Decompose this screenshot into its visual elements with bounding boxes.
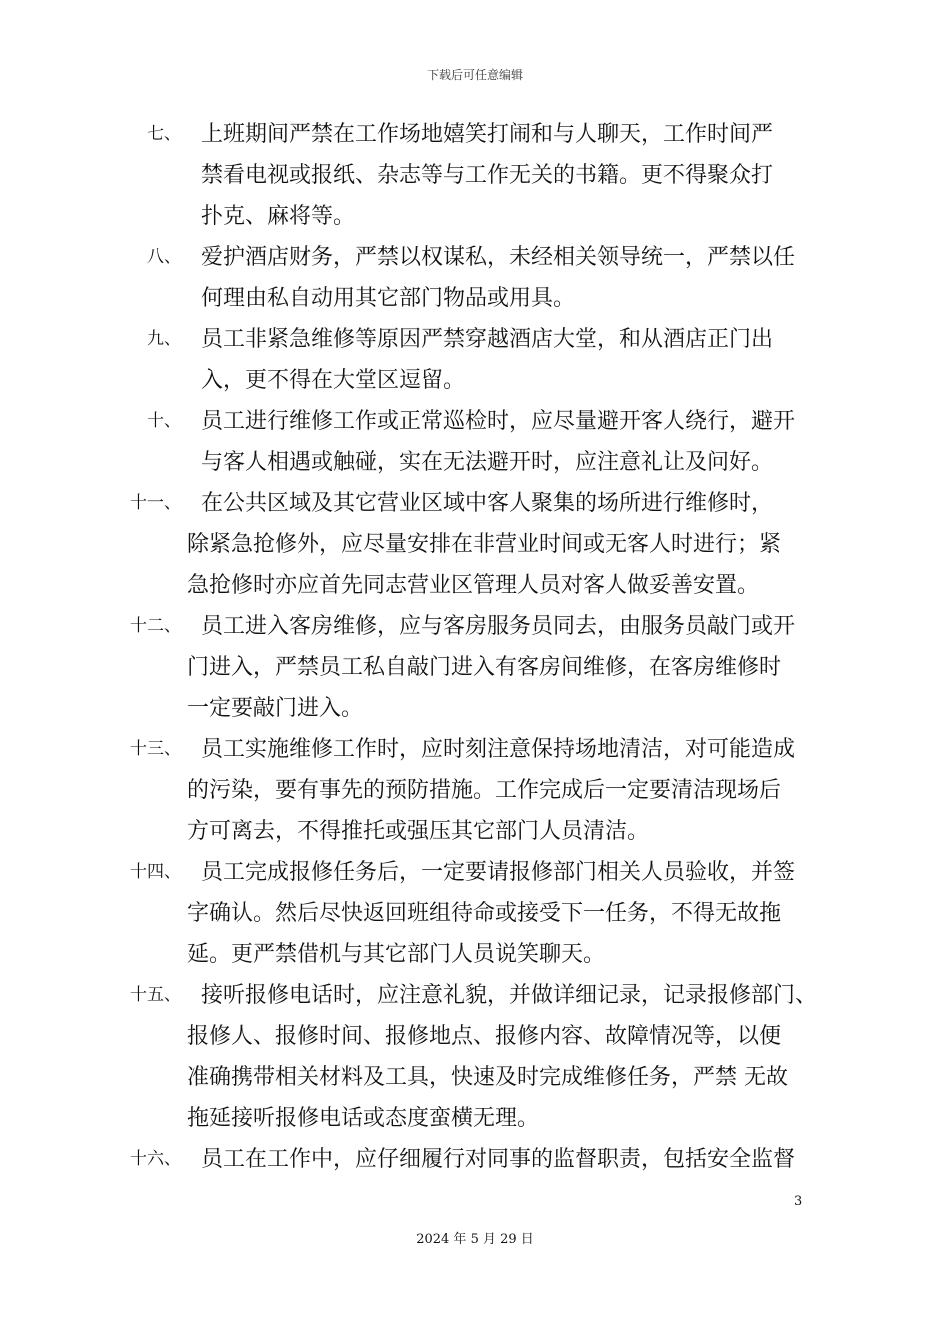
rule-text-line: 报修人、报修时间、报修地点、报修内容、故障情况等，以便 xyxy=(187,1024,782,1049)
rule-item xyxy=(0,1139,950,1180)
rule-text-line: 扑克、麻将等。 xyxy=(201,204,356,229)
footer-date: 2024 年 5 月 29 日 xyxy=(416,1232,534,1247)
rule-text-line: 方可离去，不得推托或强压其它部门人员清洁。 xyxy=(187,819,650,844)
rule-text-line: 禁看电视或报纸、杂志等与工作无关的书籍。更不得聚众打 xyxy=(201,163,774,188)
rule-text-line: 除紧急抢修外，应尽量安排在非营业时间或无客人时进行；紧 xyxy=(187,532,782,557)
rule-item xyxy=(0,975,950,1139)
rule-number: 十五、 xyxy=(130,985,181,1005)
rule-text xyxy=(0,114,950,237)
rule-number: 八、 xyxy=(147,247,181,267)
rule-text-line: 延。更严禁借机与其它部门人员说笑聊天。 xyxy=(187,942,606,967)
rule-number: 十三、 xyxy=(130,739,181,759)
rule-item xyxy=(0,729,950,852)
rule-text-line: 何理由私自动用其它部门物品或用具。 xyxy=(201,286,576,311)
rule-text-line: 上班期间严禁在工作场地嬉笑打闹和与人聊天，工作时间严 xyxy=(201,122,774,147)
rule-number: 七、 xyxy=(147,124,181,144)
rule-text-line: 急抢修时亦应首先同志营业区管理人员对客人做妥善安置。 xyxy=(187,573,760,598)
rule-text-line: 准确携带相关材料及工具，快速及时完成维修任务，严禁 无故 xyxy=(187,1065,788,1090)
rule-number: 十、 xyxy=(147,411,181,431)
rule-text-line: 一定要敲门进入。 xyxy=(187,696,364,721)
rule-item xyxy=(0,483,950,606)
page-header: 下载后可任意编辑 xyxy=(426,68,523,82)
rule-text-line: 爱护酒店财务，严禁以权谋私，未经相关领导统一，严禁以任 xyxy=(201,245,796,270)
rule-text xyxy=(0,237,950,319)
rule-text-line: 接听报修电话时，应注意礼貌，并做详细记录，记录报修部门、 xyxy=(201,983,818,1008)
rule-text-line: 与客人相遇或触碰，实在无法避开时，应注意礼让及问好。 xyxy=(201,450,774,475)
rule-number: 十一、 xyxy=(130,493,181,513)
rule-text xyxy=(0,319,950,401)
rule-text-line: 入，更不得在大堂区逗留。 xyxy=(201,368,466,393)
rule-item xyxy=(0,319,950,401)
rule-text-line: 拖延接听报修电话或态度蛮横无理。 xyxy=(187,1106,540,1131)
rule-text-line: 员工完成报修任务后，一定要请报修部门相关人员验收，并签 xyxy=(201,860,796,885)
page-number: 3 xyxy=(794,1194,803,1209)
rule-text-line: 门进入，严禁员工私自敲门进入有客房间维修，在客房维修时 xyxy=(187,655,782,680)
rule-text-line: 在公共区域及其它营业区域中客人聚集的场所进行维修时， xyxy=(201,491,774,516)
rule-text-line: 员工进入客房维修，应与客房服务员同去，由服务员敲门或开 xyxy=(201,614,796,639)
rule-number: 十二、 xyxy=(130,616,181,636)
rule-item xyxy=(0,852,950,975)
rule-text xyxy=(0,401,950,483)
rule-text-line: 的污染，要有事先的预防措施。工作完成后一定要清洁现场后 xyxy=(187,778,782,803)
rule-text-line: 员工在工作中，应仔细履行对同事的监督职责，包括安全监督 xyxy=(201,1147,796,1172)
rule-item xyxy=(0,401,950,483)
rule-text-line: 员工非紧急维修等原因严禁穿越酒店大堂，和从酒店正门出 xyxy=(201,327,774,352)
rule-item xyxy=(0,606,950,729)
rule-item xyxy=(0,237,950,319)
rule-number: 十六、 xyxy=(130,1149,181,1169)
rule-text-line: 员工进行维修工作或正常巡检时，应尽量避开客人绕行，避开 xyxy=(201,409,796,434)
rule-text-line: 字确认。然后尽快返回班组待命或接受下一任务，不得无故拖 xyxy=(187,901,782,926)
rule-number: 十四、 xyxy=(130,862,181,882)
rule-text-line: 员工实施维修工作时，应时刻注意保持场地清洁，对可能造成 xyxy=(201,737,796,762)
rule-item xyxy=(0,114,950,237)
rule-number: 九、 xyxy=(147,329,181,349)
document-body xyxy=(0,114,950,1180)
